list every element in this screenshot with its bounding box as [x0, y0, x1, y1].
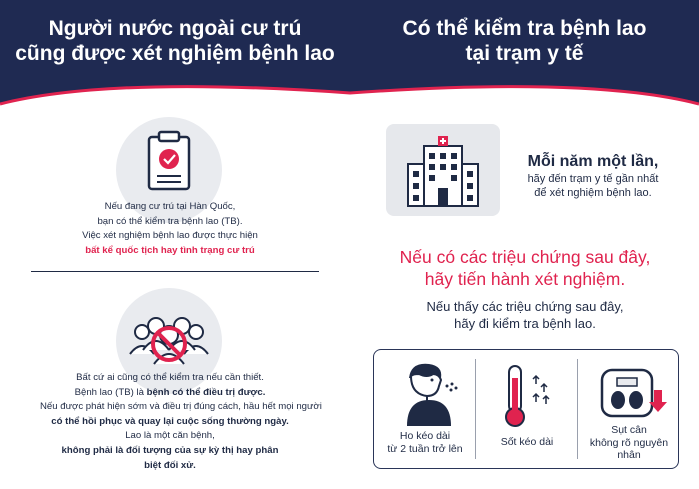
symptom-label-line: từ 2 tuần trở lên [387, 442, 463, 455]
info-line: Lao là một căn bệnh, [125, 430, 215, 442]
right-title-line: tại trạm y tế [465, 42, 584, 65]
right-title [350, 16, 699, 66]
left-title-line: cũng được xét nghiệm bệnh lao [15, 42, 335, 65]
info-line-text: Bệnh lao (TB) là [74, 386, 147, 398]
hospital-building-icon [386, 124, 500, 216]
residency-info [40, 200, 300, 258]
symptom-label-line: Ho kéo dài [399, 430, 451, 442]
treatment-info [40, 371, 322, 473]
info-line: Nếu được phát hiện sớm và điều trị đúng cách, hầu hết mọi người [40, 401, 322, 413]
symptom-label-line: không rõ nguyên [589, 436, 669, 449]
symptom-heading-line: hãy tiến hành xét nghiệm. [424, 269, 626, 289]
info-line: có thể hồi phục và quay lại cuộc sống thường ngày. [51, 415, 289, 427]
symptom-sub-line: Nếu thấy các triệu chứng sau đây, [426, 299, 624, 314]
left-title [0, 16, 350, 66]
info-line: không phải là đối tượng của sự kỳ thị hay phân [61, 444, 279, 456]
symptom-heading-line: Nếu có các triệu chứng sau đây, [399, 247, 651, 267]
weight-scale-icon [596, 366, 668, 427]
left-title-line: Người nước ngoài cư trú [48, 17, 302, 40]
symptom-subheading [375, 298, 675, 332]
info-highlight: bất kể quốc tịch hay tình trạng cư trú [85, 244, 255, 256]
symptom-label-line: Sốt kéo dài [500, 436, 554, 448]
section-divider [31, 271, 319, 272]
symptom-separator [577, 359, 578, 459]
symptom-label-line: Sụt cân [611, 424, 647, 436]
symptom-label-line: nhân [617, 449, 641, 461]
annual-heading: Mỗi năm một lần, [527, 153, 659, 170]
symptom-sub-line: hãy đi kiểm tra bệnh lao. [454, 316, 596, 331]
symptom-label-cough [375, 430, 475, 455]
thermometer-icon [500, 362, 556, 433]
info-line: bạn có thể kiểm tra bệnh lao (TB). [97, 215, 243, 227]
annual-checkup-note [503, 152, 683, 200]
info-line: biệt đối xử. [144, 459, 196, 471]
info-line: Bất cứ ai cũng có thể kiểm tra nếu cần thiết. [76, 372, 264, 383]
annual-line: để xét nghiệm bệnh lao. [534, 187, 652, 199]
symptom-heading [375, 246, 675, 290]
annual-line: hãy đến trạm y tế gần nhất [527, 173, 659, 185]
info-line: Nếu đang cư trú tại Hàn Quốc, [104, 201, 236, 212]
info-line: Việc xét nghiệm bệnh lao được thực hiện [82, 230, 258, 242]
symptom-label-weight-loss [579, 424, 679, 462]
symptom-label-fever [477, 436, 577, 449]
info-line [40, 386, 300, 401]
info-bold-text: bệnh có thể điều trị được. [146, 386, 266, 398]
coughing-person-icon [395, 358, 463, 433]
right-title-line: Có thể kiểm tra bệnh lao [402, 17, 647, 40]
symptom-separator [475, 359, 476, 459]
